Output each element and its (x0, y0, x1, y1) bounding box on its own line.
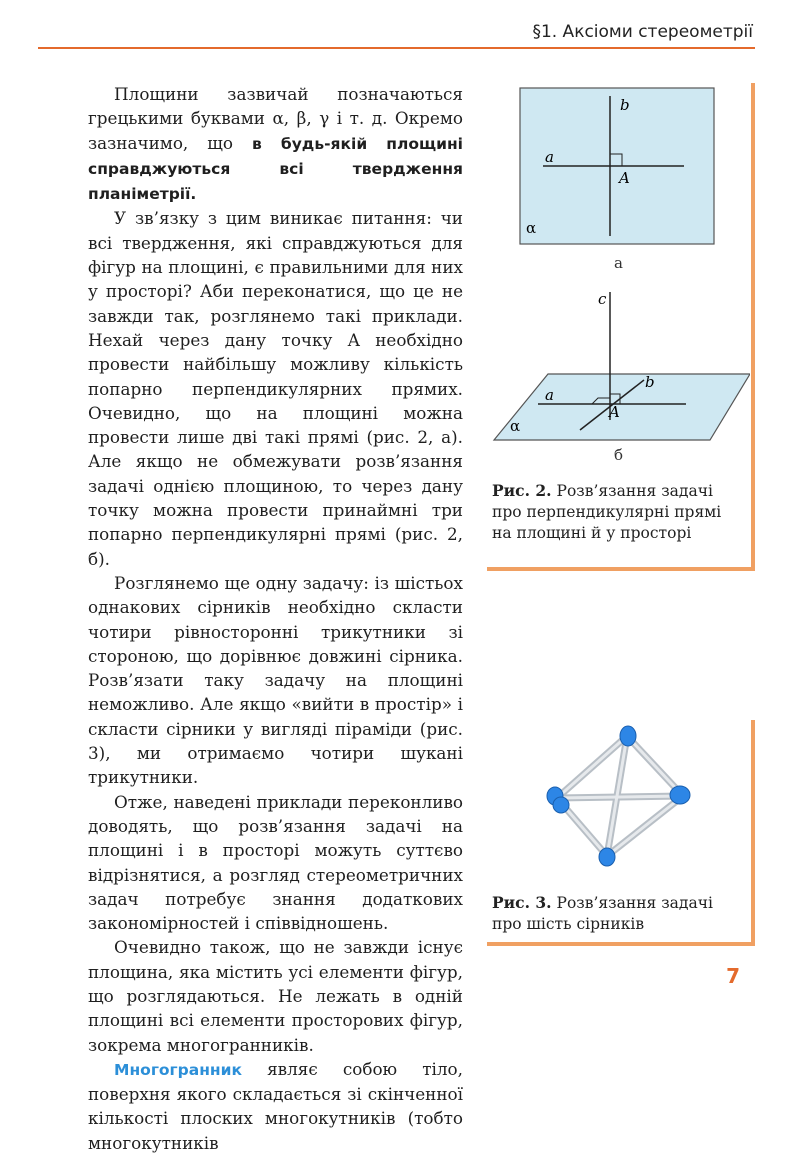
figure2-sub-a: а (614, 254, 623, 272)
label-point-b: A (609, 403, 620, 421)
figure2-frame-right (751, 83, 755, 571)
figure3-frame-bottom (487, 942, 755, 946)
figure3-caption (492, 892, 737, 935)
label-b-a: b (620, 96, 630, 114)
section-title: §1. Аксіоми стереометрії (532, 22, 753, 42)
page-header (0, 0, 795, 50)
label-b-b: b (645, 373, 655, 391)
paragraph-1-text: Площини зазвичай позначаються грецькими буквами α, β, γ і т. д. Окремо зазначимо, що (88, 84, 463, 153)
figure3-caption-number: Рис. 3. (492, 893, 552, 912)
figure3-matches-pyramid (535, 718, 705, 878)
main-text (88, 82, 463, 1155)
figure3-caption-text: Розв’язання задачі про шість сірників (492, 894, 713, 933)
figure2-caption-text: Розв’язання задачі про перпендикулярні прямі на площині й у просторі (492, 482, 722, 542)
label-point-a: A (619, 169, 630, 187)
paragraph-6 (88, 1057, 463, 1155)
match-head-bottom (599, 848, 615, 866)
figure2-caption-number: Рис. 2. (492, 481, 552, 500)
paragraph-4: Отже, наведені приклади переконливо доводять, що розв’язання задачі на площині і в просторі можуть суттєво відрізнятися, а розгляд стереометричних задач потребує знання додаткових закономірностей і співвідношень. (88, 791, 463, 934)
figure2-frame-bottom (487, 567, 755, 571)
paragraph-5: Очевидно також, що не завжди існує площина, яка містить усі елементи фігур, що розглядаються. Не лежать в одній площині всі елементи просторових фігур, зокрема многогранників. (88, 937, 463, 1055)
figure3-frame-right (751, 720, 755, 946)
match-head-right (670, 786, 690, 804)
label-plane-b: α (510, 417, 521, 435)
plane-b (494, 374, 750, 440)
label-a-b: a (545, 386, 554, 404)
match-head-top (620, 726, 636, 746)
figure2-sub-b: б (614, 446, 624, 464)
paragraph-6-text: являє собою тіло, поверхня якого складається зі скінченної кількості плоских многокутників (тобто многокутників (88, 1058, 463, 1153)
figure2-caption (492, 480, 737, 544)
paragraph-3: Розглянемо ще одну задачу: із шістьох однакових сірників необхідно скласти чотири рівносторонні трикутники зі стороною, що дорівнює довжині сірника. Розв’язати таку задачу на площині неможливо. Але якщо «вийти в простір» і скласти сірники у вигляді піраміди (рис. 3), ми отримаємо чотири шукані трикутники. (88, 572, 463, 788)
header-rule (38, 47, 755, 49)
paragraph-1 (88, 82, 463, 206)
label-a-a: a (545, 148, 554, 166)
page-number: 7 (726, 964, 740, 988)
paragraph-2: У зв’язку з цим виникає питання: чи всі твердження, які справджуються для фігур на площині, є правильними для них у просторі? Аби переконатися, що це не завжди так, розглянемо такі приклади. Нехай через дану точку A необхідно провести найбільшу можливу кількість попарно перпендикулярних прямих. Очевидно, що на площині можна провести лише дві такі прямі (рис. 2, а). Але якщо не обмежувати розв’язання задачі однією площиною, то через дану точку можна провести принаймні три попарно перпендикулярні прямі (рис. 2, б). (88, 208, 463, 569)
label-plane-a: α (526, 219, 537, 237)
match-head-left-2 (553, 797, 569, 813)
figure2-diagram (488, 84, 750, 474)
paragraph-1-bold: в будь-якій площині справджуються всі твердження планіметрії. (88, 134, 463, 204)
label-c-b: c (598, 290, 607, 308)
term-polyhedron: Многогранник (114, 1060, 243, 1079)
